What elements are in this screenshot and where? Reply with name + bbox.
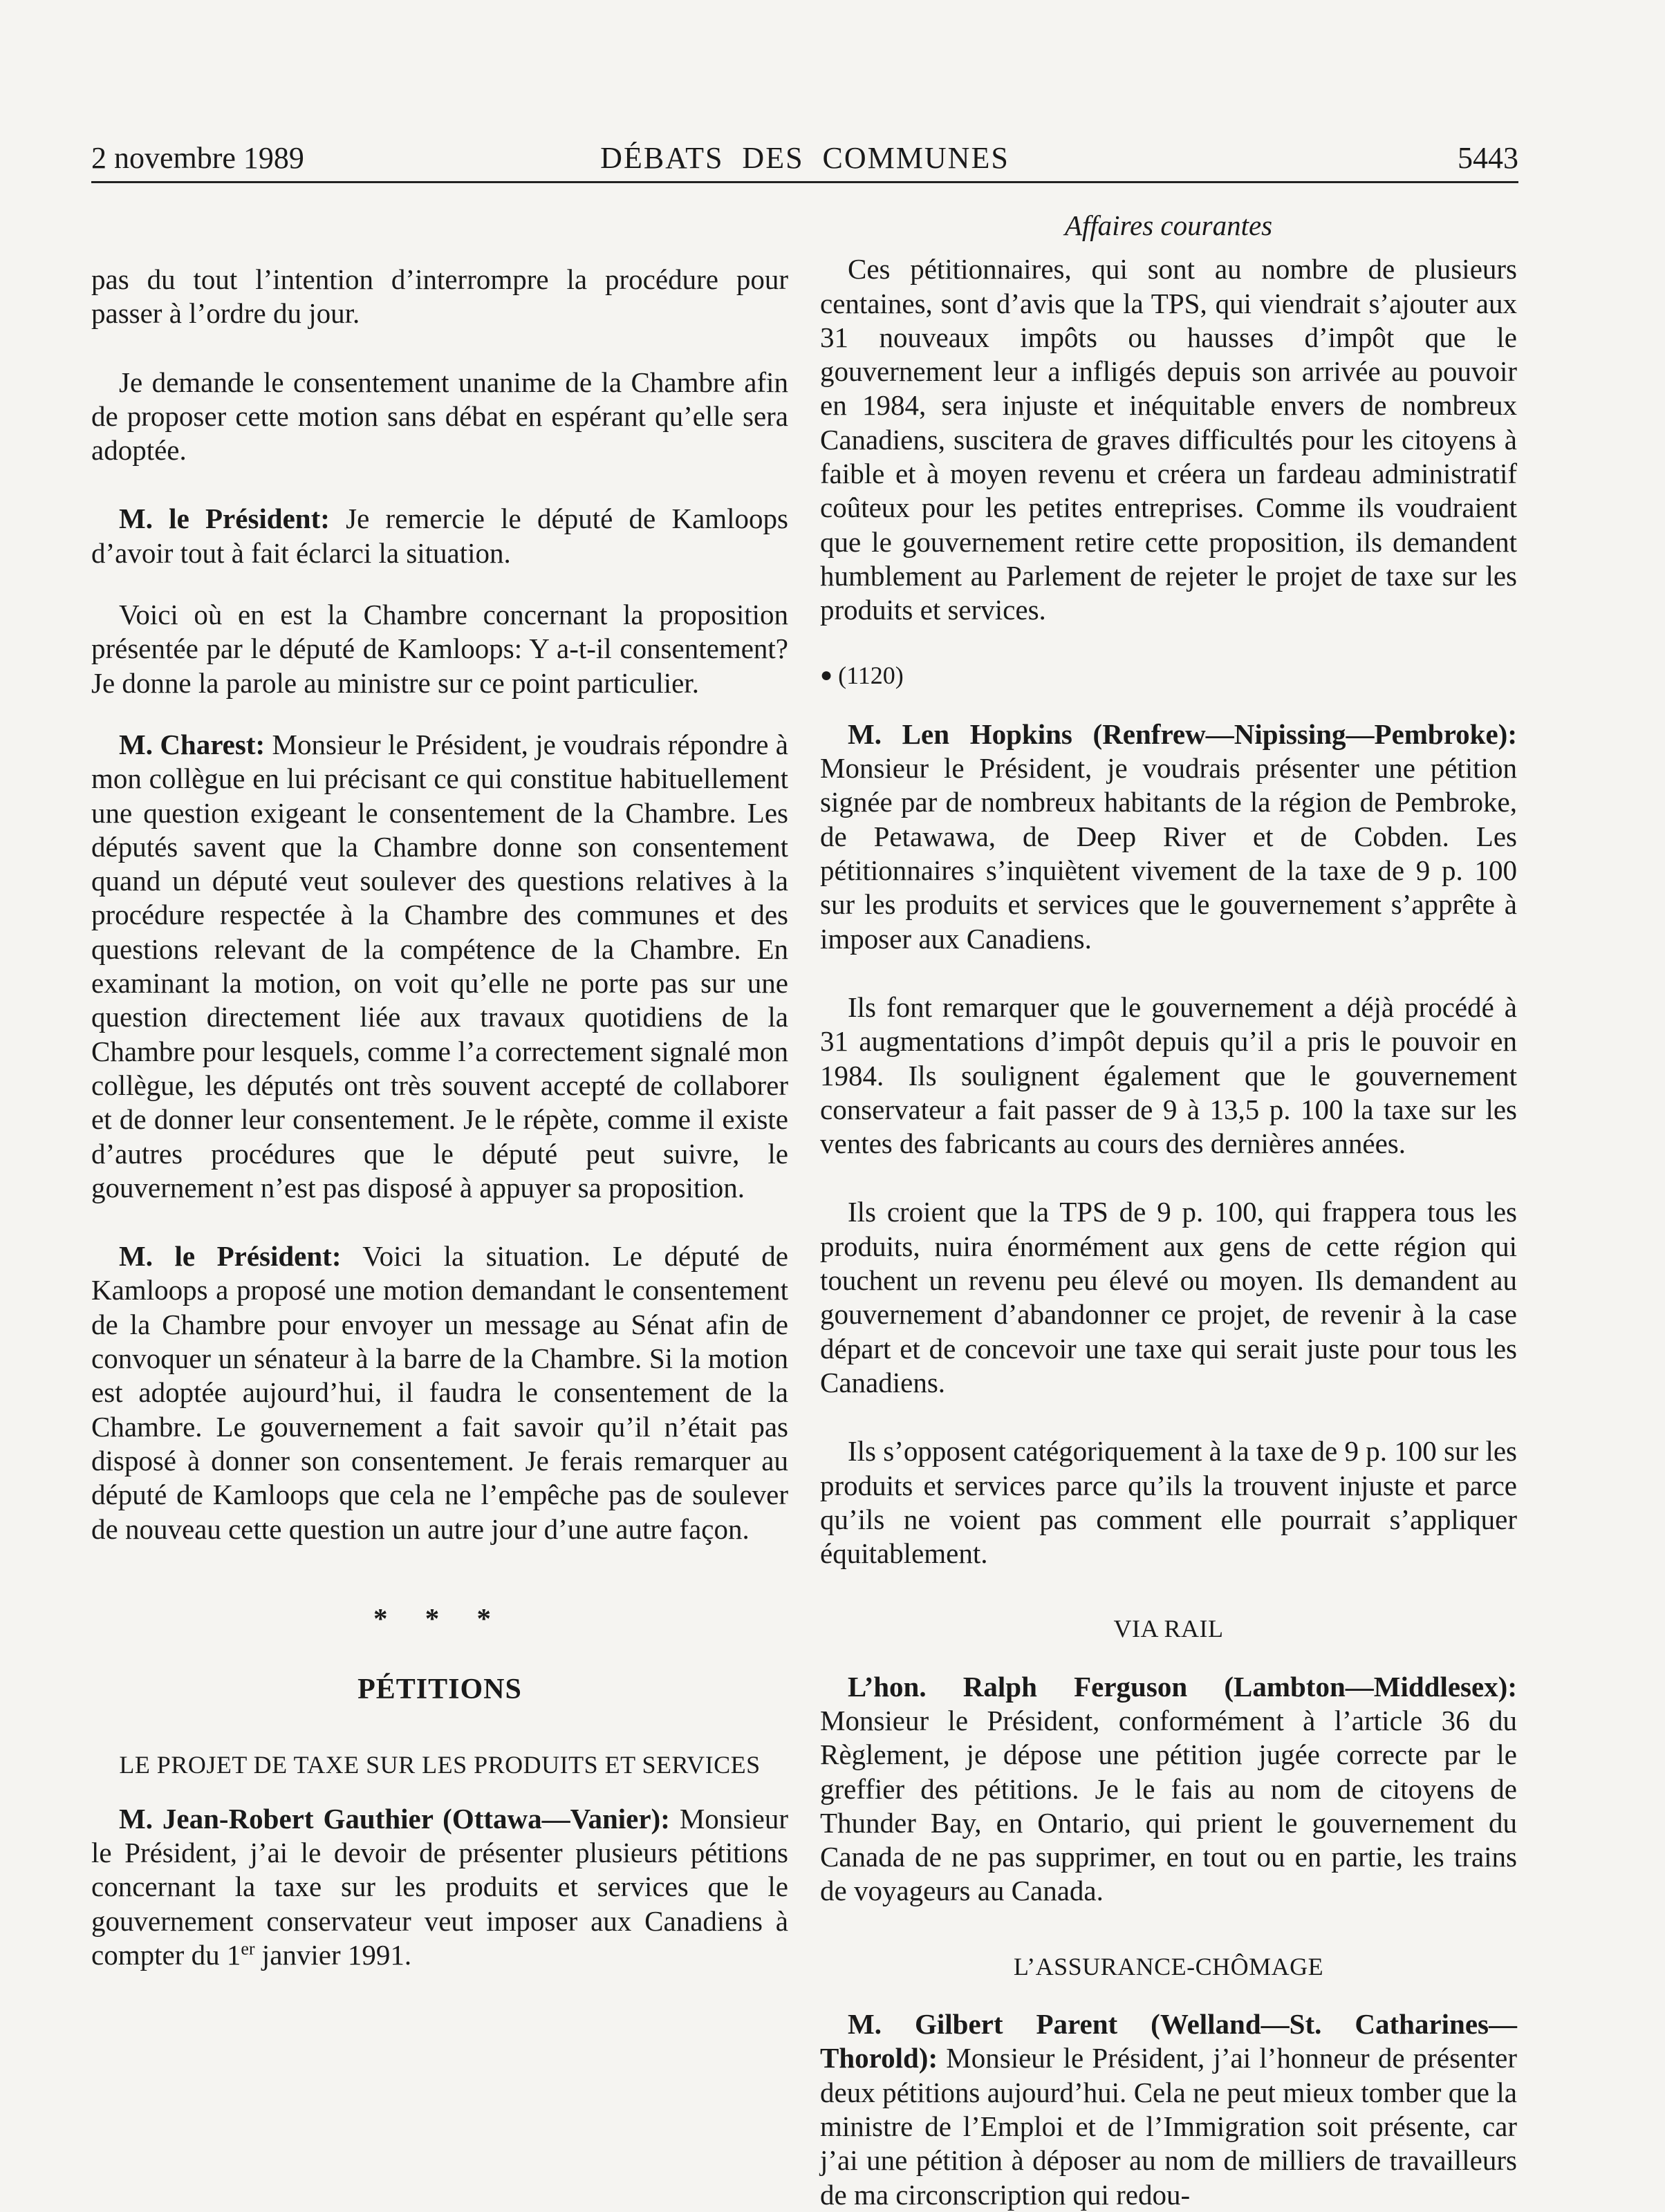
speaker-name: L’hon. Ralph Ferguson (Lambton—Middlesex): [848,1670,1517,1703]
speech-text: Monsieur le Président, je voudrais répondre à mon collègue en lui précisant ce qui constitue habituellement une question exigeant le consentement de la Chambre. Les députés savent que la Chambre donne son consentement quand un député veut soulever des questions relatives à la procédure respectée à la Chambre des communes et des questions relevant de la compétence de la Chambre. En examinant la motion, on voit qu’elle ne porte pas sur une question directement liée aux travaux quotidiens de la Chambre pour lesquels, comme l’a correctement signalé mon collègue, les députés ont très souvent accepté de collaborer et de donner leur consentement. Je le répète, comme il existe d’autres procédures que le député peut suivre, le gouvernement n’est pas disposé à appuyer sa proposition. [91,728,788,1203]
speech-text: Monsieur le Président, je voudrais présenter une pétition signée par de nombreux habitants de la région de Pembroke, de Petawawa, de Deep River et de Cobden. Les pétitionnaires s’inquiètent vivement de la taxe de 9 p. 100 sur les produits et services que le gouvernement s’apprête à imposer aux Canadiens. [820,752,1517,955]
speech-paragraph [820,718,1517,956]
speaker-name: M. le Président: [119,503,330,535]
speech-paragraph [820,1670,1517,1909]
speech-paragraph [91,728,788,1205]
speech-text: Monsieur le Président, j’ai le devoir de présenter plusieurs pétitions concernant la taxe sur les produits et services que le gouvernement conservateur veut imposer aux Canadiens à compter du 1 [91,1802,788,1971]
speaker-name: M. Len Hopkins (Renfrew—Nipissing—Pembroke): [848,718,1517,750]
speaker-name: M. Charest: [119,728,266,760]
section-separator: * * * [373,1602,506,1634]
section-subheading: LE PROJET DE TAXE SUR LES PRODUITS ET SERVICES [119,1751,761,1779]
paragraph: Ils font remarquer que le gouvernement a déjà procédé à 31 augmentations d’impôt depuis qu’il a pris le pouvoir en 1984. Ils soulignent également que le gouvernement conservateur a fait passer de 9 à 13,5 p. 100 la taxe sur les ventes des fabricants au cours des dernières années. [820,991,1517,1160]
section-heading: PÉTITIONS [357,1674,522,1706]
speech-paragraph [91,1239,788,1546]
speech-text-end: janvier 1991. [254,1938,412,1971]
header-page-number: 5443 [1458,141,1518,175]
timestamp [820,658,1517,693]
speaker-name: M. le Président: [119,1240,342,1273]
speaker-name: M. Gilbert Parent (Welland—St. Catharines—Thorold): [820,2008,1517,2074]
paragraph: Voici où en est la Chambre concernant la proposition présentée par le député de Kamloops: Y a-t-il consentement? Je donne la parole au ministre sur ce point particulier. [91,599,788,699]
speech-paragraph [91,1802,788,1972]
paragraph: pas du tout l’intention d’interrompre la procédure pour passer à l’ordre du jour. [91,263,788,330]
paragraph: Ils s’opposent catégoriquement à la taxe de 9 p. 100 sur les produits et services parce qu’ils la trouvent injuste et parce qu’ils ne voient pas comment elle pourrait s’appliquer équitablement. [820,1435,1517,1570]
header-title: DÉBATS DES COMMUNES [600,141,1010,175]
page-header [91,140,1518,183]
superscript: er [241,1938,255,1959]
running-head: Affaires courantes [1064,209,1273,241]
paragraph: Ces pétitionnaires, qui sont au nombre de plusieurs centaines, sont d’avis que la TPS, qui viendrait s’ajouter aux 31 nouveaux impôts ou hausses d’impôt que le gouvernement leur a infligés depuis son arrivée au pouvoir en 1984, sera injuste et inéquitable envers de nombreux Canadiens, suscitera de graves difficultés pour les citoyens à faible et à moyen revenu et créera un fardeau administratif coûteux pour les petites entreprises. Comme ils voudraient que le gouvernement retire cette proposition, ils demandent humblement au Parlement de rejeter le projet de taxe sur les produits et services. [820,253,1517,626]
paragraph: Ils croient que la TPS de 9 p. 100, qui frappera tous les produits, nuira énormément aux gens de cette région qui touchent un revenu peu élevé ou moyen. Ils demandent au gouvernement d’abandonner ce projet, de revenir à la case départ et de concevoir une taxe qui serait juste pour tous les Canadiens. [820,1196,1517,1398]
paragraph: Je demande le consentement unanime de la Chambre afin de proposer cette motion sans débat en espérant qu’elle sera adoptée. [91,366,788,467]
bullet-icon: ● [820,663,833,686]
speech-paragraph [820,2007,1517,2212]
header-date: 2 novembre 1989 [91,141,304,175]
speech-text: Voici la situation. Le député de Kamloops a proposé une motion demandant le consentement de la Chambre pour envoyer un message au Sénat afin de convoquer un sénateur à la barre de la Chambre. Si la motion est adoptée aujourd’hui, il faudra le consentement de la Chambre. Le gouvernement a fait savoir qu’il n’était pas disposé à donner son consentement. Je ferais remarquer au député de Kamloops que cela ne l’empêche pas de soulever de nouveau cette question un autre jour d’une autre façon. [91,1240,788,1545]
speech-paragraph [91,502,788,570]
speech-text: Monsieur le Président, conformément à l’article 36 du Règlement, je dépose une pétition jugée correcte par le greffier des pétitions. Je le fais au nom de citoyens de Thunder Bay, en Ontario, qui prient le gouvernement du Canada de ne pas supprimer, en tout ou en partie, les trains de voyageurs au Canada. [820,1704,1517,1907]
section-subheading: VIA RAIL [1113,1615,1224,1643]
left-column [91,263,788,1972]
speech-text: Monsieur le Président, j’ai l’honneur de présenter deux pétitions aujourd’hui. Cela ne peut mieux tomber que la ministre de l’Emploi et de l’Immigration soit présente, car j’ai une pétition à déposer au nom de milliers de travailleurs de ma circonscription qui redou- [820,2042,1517,2211]
right-column [820,209,1517,2212]
timestamp-text: (1120) [838,661,904,689]
speaker-name: M. Jean-Robert Gauthier (Ottawa—Vanier): [119,1802,670,1835]
speech-text: Je remercie le député de Kamloops d’avoir tout à fait éclarci la situation. [91,503,789,569]
section-subheading: L’ASSURANCE-CHÔMAGE [1013,1952,1324,1980]
